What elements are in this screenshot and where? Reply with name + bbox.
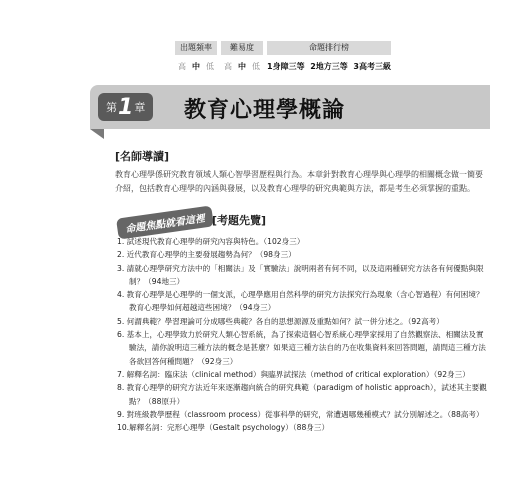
frequency-high: 高 (178, 62, 186, 71)
question-item: 4. 教育心理學是心理學的一個支派，心理學應用自然科學的研究方法探究行為現象（含心智過程）有何困境？教育心理學如何超越這些困境？（94身三） (117, 290, 484, 313)
difficulty-levels (221, 61, 263, 73)
difficulty-low: 低 (252, 62, 260, 71)
question-list (117, 235, 489, 434)
exam-heading: [考題先覽] (212, 214, 267, 227)
guide-text: 教育心理學係研究教育領域人類心智學習歷程與行為。本章針對教育心理學與心理學的相關概念做一簡要介紹，包括教育心理學的內涵與發展，以及教育心理學的研究典範與方法，都是考生必須掌握的重點。 (115, 170, 483, 193)
question-item: 9. 對班級教學歷程（classroom process）從事科學的研究，常遭遇哪幾種模式？試分別解述之。（88高考） (117, 409, 484, 419)
frequency-low: 低 (206, 62, 214, 71)
difficulty-medium: 中 (238, 62, 246, 71)
chapter-title: 教育心理學概論 (184, 98, 346, 123)
question-item: 7. 解釋名詞：臨床法（clinical method）與臨界試探法（method of critical exploration）（92身三） (117, 369, 470, 379)
ranking-list (267, 61, 391, 73)
guide-heading: [名師導讀] (115, 150, 170, 163)
ranking-header: 命題排行榜 (267, 41, 391, 55)
frequency-header: 出題頻率 (175, 41, 217, 55)
difficulty-high: 高 (224, 62, 232, 71)
question-item: 8. 教育心理學的研究方法近年來逐漸趨向統合的研究典範（paradigm of holistic approach），試述其主要觀點？（88原升） (117, 383, 487, 406)
rating-panel (175, 41, 395, 73)
frequency-medium: 中 (192, 62, 200, 71)
question-item: 10.解釋名詞：完形心理學（Gestalt psychology）（88身三） (117, 423, 330, 433)
question-item: 5. 何謂典範？學習理論可分成哪些典範？各自的思想源源及重點如何？試一併分述之。（92高考） (117, 316, 444, 326)
question-item: 1. 試述現代教育心理學的研究內容與特色。（102身三） (117, 237, 305, 246)
ranking-item: 2地方三等 (310, 62, 348, 71)
frequency-levels (175, 61, 217, 73)
difficulty-header: 難易度 (221, 41, 263, 55)
teacher-guide (115, 150, 485, 196)
chapter-number: 1 (118, 94, 134, 120)
question-item: 6. 基本上，心理學致力於研究人類心智系統，為了探索這個心智系統心理學家採用了自然觀察法、相關法及實驗法，請你說明這三種方法的概念是甚麼？如果這三種方法自的乃在收集資料來回答問題，請問這三種方法各欲回答何種問題？（92身三） (117, 330, 486, 366)
chapter-banner (90, 85, 490, 129)
chapter-badge: 第 1 章 (98, 93, 153, 121)
ranking-item: 3高考三級 (353, 62, 391, 71)
exam-focus-badge: 命題焦點就看這裡 (116, 205, 214, 239)
question-item: 3. 請就心理學研究方法中的「相關法」及「實驗法」說明兩者有何不同，以及這兩種研究方法各有何優點與限制？（94地三） (117, 263, 484, 286)
ranking-item: 1身障三等 (267, 62, 305, 71)
question-item: 2. 近代教育心理學的主要發展趨勢為何？（98身三） (117, 250, 296, 260)
